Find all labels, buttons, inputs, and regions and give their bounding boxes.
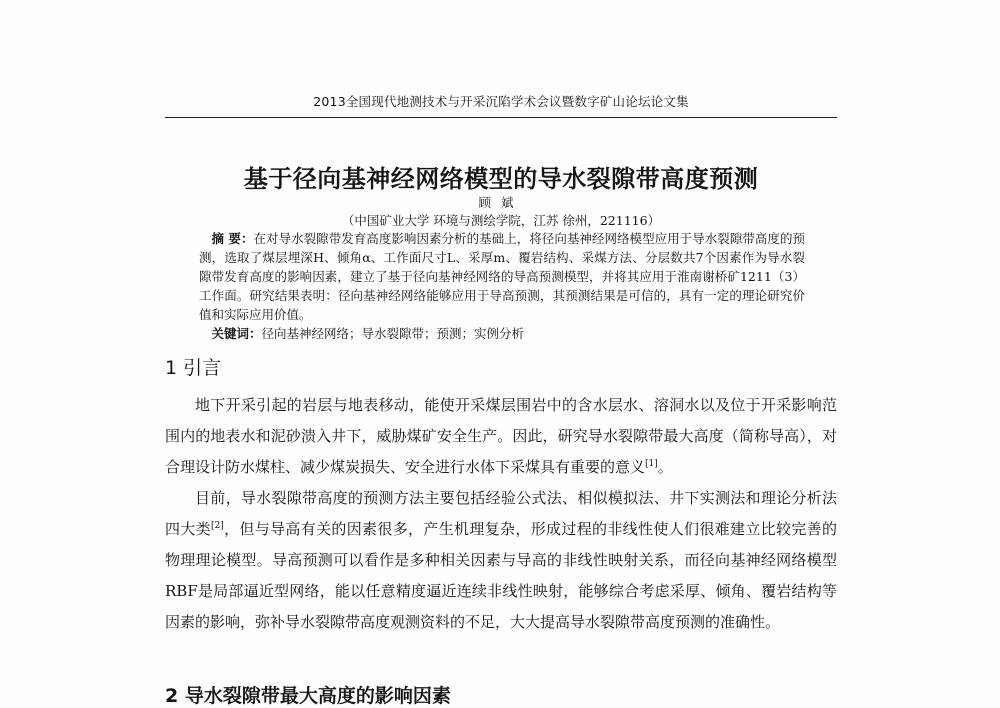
author-affiliation: （中国矿业大学 环境与测绘学院，江苏 徐州，221116） xyxy=(341,213,661,228)
keywords-label: 关键词： xyxy=(211,326,262,341)
paper-title: 基于径向基神经网络模型的导水裂隙带高度预测 xyxy=(243,165,759,193)
intro-paragraph-1 xyxy=(165,390,837,483)
intro-paragraph-2 xyxy=(165,483,837,638)
paragraph-tail: 。 xyxy=(657,458,673,476)
section-heading-factors: 2 导水裂隙带最大高度的影响因素 xyxy=(165,685,451,707)
author-name: 顾斌 xyxy=(478,195,524,210)
abstract-text: 在对导水裂隙带发育高度影响因素分析的基础上，将径向基神经网络模型应用于导水裂隙带高度的预测，选取了煤层埋深H、倾角α、工作面尺寸L、采厚m、覆岩结构、采煤方法、分层数共7个因素作为导水裂隙带发育高度的影响因素，建立了基于径向基神经网络的导高预测模型，并将其应用于淮南谢桥矿1211（3）工作面。研究结果表明：径向基神经网络能够应用于导高预测，其预测结果是可信的，具有一定的理论研究价值和实际应用价值。 xyxy=(199,231,805,322)
paragraph-text: 目前，导水裂隙带高度的预测方法主要包括经验公式法、相似模拟法、井下实测法和理论分析法四大类 xyxy=(165,489,837,538)
header-rule xyxy=(165,117,837,118)
section-heading-intro: 1 引言 xyxy=(165,357,222,379)
keywords xyxy=(199,324,805,343)
citation-ref: [2] xyxy=(211,521,224,531)
running-head: 2013全国现代地测技术与开采沉陷学术会议暨数字矿山论坛论文集 xyxy=(313,94,689,109)
abstract-label: 摘 要： xyxy=(211,231,254,246)
paragraph-tail: ，但与导高有关的因素很多，产生机理复杂，形成过程的非线性使人们很难建立比较完善的物理理论模型。导高预测可以看作是多种相关因素与导高的非线性映射关系，而径向基神经网络模型RBF是局部逼近型网络，能以任意精度逼近连续非线性映射，能够综合考虑采厚、倾角、覆岩结构等因素的影响，弥补导水裂隙带高度观测资料的不足，大大提高导水裂隙带高度预测的准确性。 xyxy=(165,520,837,631)
paragraph-text: 地下开采引起的岩层与地表移动，能使开采煤层围岩中的含水层水、溶洞水以及位于开采影响范围内的地表水和泥砂溃入井下，威胁煤矿安全生产。因此，研究导水裂隙带最大高度（简称导高），对合理设计防水煤柱、减少煤炭损失、安全进行水体下采煤具有重要的意义 xyxy=(165,396,837,476)
abstract xyxy=(199,229,805,324)
citation-ref: [1] xyxy=(645,459,658,469)
keywords-text: 径向基神经网络；导水裂隙带；预测；实例分析 xyxy=(261,326,525,341)
